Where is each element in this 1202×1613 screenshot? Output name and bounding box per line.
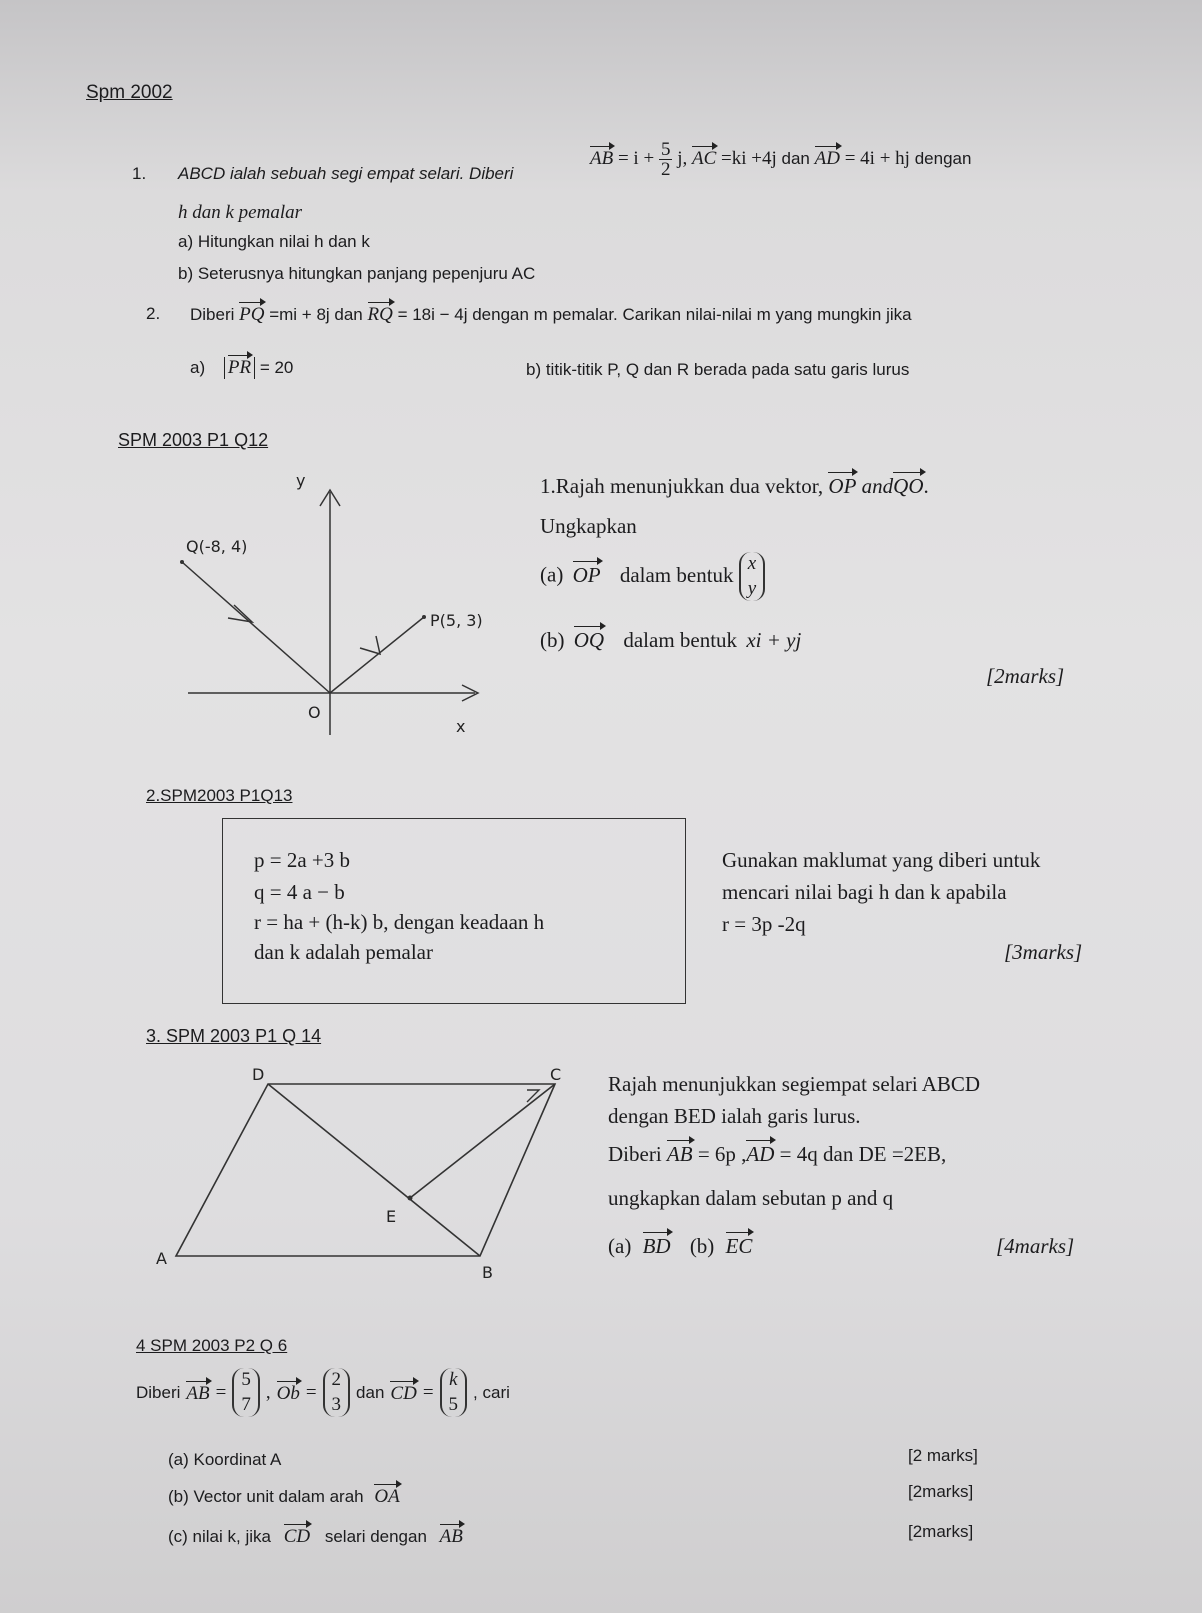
vector-cd-c: CD xyxy=(283,1526,311,1547)
q14-diberi: Diberi xyxy=(608,1142,662,1166)
vector-ab: AB xyxy=(590,147,614,169)
q13-marks: [3marks] xyxy=(1004,940,1083,964)
vector-qo: QO xyxy=(893,474,924,498)
q6-part-a: (a) Koordinat A xyxy=(168,1450,282,1469)
point-p-label: P(5, 3) xyxy=(430,611,483,630)
vector-ab-q6: AB xyxy=(186,1382,210,1404)
origin-label: O xyxy=(308,703,321,722)
q1-vector-expression xyxy=(590,140,971,179)
vector-ad-q14: AD xyxy=(746,1142,775,1166)
q14-given xyxy=(608,1142,946,1167)
q1-dan: dan xyxy=(781,148,810,168)
q14-marks: [4marks] xyxy=(996,1234,1075,1258)
vector-cd: CD xyxy=(390,1382,417,1404)
q2-pr-val: = 20 xyxy=(259,358,294,377)
q6-cari: , cari xyxy=(473,1382,510,1402)
q12-and: and xyxy=(861,474,894,498)
q13-line-p: p = 2a +3 b xyxy=(254,848,351,872)
q13-instruction-1: Gunakan maklumat yang diberi untuk xyxy=(722,848,1041,872)
vertex-b: B xyxy=(482,1263,493,1282)
q12-a-label: (a) xyxy=(540,562,564,587)
q12-part-a xyxy=(540,552,765,601)
q2-diberi: Diberi xyxy=(190,305,235,324)
frac-den: 2 xyxy=(660,159,671,180)
q14-text-4: ungkapkan dalam sebutan p and q xyxy=(608,1186,894,1210)
vector-rq: RQ xyxy=(367,304,393,325)
y-axis-label: y xyxy=(296,471,306,490)
vertex-d: D xyxy=(252,1065,265,1084)
q12-part-b xyxy=(540,628,801,653)
q1-ad-val: = 4i + hj xyxy=(844,147,910,169)
vector-ab-q14: AB xyxy=(666,1142,693,1166)
q6-b-text: (b) Vector unit dalam arah xyxy=(168,1487,364,1506)
vertex-c: C xyxy=(550,1065,562,1084)
q1-j: j, xyxy=(677,147,688,169)
q1-dengan: dengan xyxy=(914,148,972,168)
ob-bot: 3 xyxy=(331,1393,342,1415)
point-q-label: Q(-8, 4) xyxy=(186,537,248,556)
q2-number: 2. xyxy=(146,304,161,323)
q14-a-label: (a) xyxy=(608,1234,632,1258)
q12-ungkapkan: Ungkapkan xyxy=(540,514,637,538)
q1-line2: h dan k pemalar xyxy=(178,202,303,223)
q6-c-text: (c) nilai k, jika xyxy=(168,1527,271,1546)
vector-ac: AC xyxy=(691,147,717,169)
vector-pr: PR xyxy=(227,357,252,378)
q2-part-a xyxy=(190,357,293,379)
vector-ob: Ob xyxy=(276,1382,300,1404)
q6-c-mid: selari dengan xyxy=(324,1527,427,1546)
section-heading-spm2002: Spm 2002 xyxy=(86,82,173,103)
q2-text xyxy=(190,304,912,326)
ob-top: 2 xyxy=(331,1369,342,1390)
ab-top: 5 xyxy=(241,1369,251,1390)
vector-ad: AD xyxy=(814,147,840,169)
q2-part-b: b) titik-titik P, Q dan R berada pada satu garis lurus xyxy=(526,360,910,379)
q14-parts xyxy=(608,1234,752,1259)
q1-lead: ABCD ialah sebuah segi empat selari. Diberi xyxy=(178,164,514,183)
vector-pq: PQ xyxy=(239,304,265,325)
mat-x: x xyxy=(747,553,757,574)
section-heading-q13: 2.SPM2003 P1Q13 xyxy=(146,786,293,805)
q14-ab-val: = 6p , xyxy=(697,1142,747,1166)
q1-number: 1. xyxy=(132,164,147,183)
vector-op-a: OP xyxy=(572,562,601,587)
q6-part-c xyxy=(168,1526,463,1548)
q14-rest: dan DE =2EB, xyxy=(823,1142,947,1166)
q1-eq-i: = i + xyxy=(617,147,655,169)
q6-given: Diberi AB = 5 7 , Ob = 2 3 dan CD = k 5 , cari xyxy=(136,1368,510,1417)
vector-oa: OA xyxy=(374,1486,400,1507)
column-vector-2-3 xyxy=(323,1368,351,1417)
section-heading-q12: SPM 2003 P1 Q12 xyxy=(118,430,269,450)
frac-num: 5 xyxy=(660,139,671,160)
vector-oq: OQ xyxy=(573,628,605,652)
q13-line-q: q = 4 a − b xyxy=(254,880,345,904)
ab-bot: 7 xyxy=(241,1393,251,1415)
q1-lead-text xyxy=(178,164,513,184)
section-heading-q6: 4 SPM 2003 P2 Q 6 xyxy=(136,1336,288,1355)
q1-part-a: a) Hitungkan nilai h dan k xyxy=(178,232,370,251)
q14-text-1: Rajah menunjukkan segiempat selari ABCD xyxy=(608,1072,981,1096)
column-vector-xy xyxy=(739,552,765,601)
vector-op: OP xyxy=(828,474,857,498)
q12-intro xyxy=(540,474,929,499)
q13-line-pemalar: dan k adalah pemalar xyxy=(254,940,433,964)
q12-b-label: (b) xyxy=(540,628,565,652)
q2-rq-val: = 18i − 4j dengan m pemalar. Carikan nilai-nilai m yang mungkin jika xyxy=(397,305,912,324)
magnitude-pr xyxy=(224,357,255,379)
q2-a-label: a) xyxy=(190,358,206,377)
fraction-5-2 xyxy=(659,140,673,179)
column-vector-5-7 xyxy=(232,1368,260,1417)
q12-b-expr: xi + yj xyxy=(746,628,802,652)
q6-a-marks: [2 marks] xyxy=(908,1446,978,1465)
vertex-a: A xyxy=(156,1249,167,1268)
section-heading-q14: 3. SPM 2003 P1 Q 14 xyxy=(146,1026,322,1046)
cd-bot: 5 xyxy=(448,1393,459,1415)
x-axis-label: x xyxy=(456,717,466,736)
q12-intro-text: 1.Rajah menunjukkan dua vektor, xyxy=(540,474,824,498)
parallelogram-diagram-q14 xyxy=(150,1062,580,1282)
point-e: E xyxy=(386,1207,397,1226)
column-vector-k-5 xyxy=(440,1368,468,1417)
q1-part-b: b) Seterusnya hitungkan panjang pepenjuru AC xyxy=(178,264,536,283)
q2-pq-val: =mi + 8j dan xyxy=(269,305,363,324)
q13-instruction-2: mencari nilai bagi h dan k apabila xyxy=(722,880,1007,904)
q6-part-b xyxy=(168,1486,400,1508)
vector-diagram-q12 xyxy=(180,470,510,750)
vector-ab-c: AB xyxy=(439,1526,463,1547)
q6-b-marks: [2marks] xyxy=(908,1482,974,1501)
cd-top: k xyxy=(449,1369,458,1390)
q6-dan: dan xyxy=(356,1382,385,1402)
q12-a-text: dalam bentuk xyxy=(619,562,734,587)
q14-b-label: (b) xyxy=(689,1234,715,1258)
q14-ad-val: = 4q xyxy=(779,1142,818,1166)
vector-bd: BD xyxy=(642,1234,671,1258)
q14-text-2: dengan BED ialah garis lurus. xyxy=(608,1104,861,1128)
q12-marks: [2marks] xyxy=(986,664,1065,688)
q6-c-marks: [2marks] xyxy=(908,1522,974,1541)
q6-diberi: Diberi xyxy=(136,1382,181,1402)
q13-line-r: r = ha + (h-k) b, dengan keadaan h xyxy=(254,910,545,934)
q12-b-text: dalam bentuk xyxy=(623,628,738,652)
q12-period: . xyxy=(923,474,929,498)
vector-ec: EC xyxy=(725,1234,753,1258)
q1-ac-val: =ki +4j xyxy=(721,147,777,169)
mat-y: y xyxy=(747,577,757,599)
q13-condition: r = 3p -2q xyxy=(722,912,806,936)
